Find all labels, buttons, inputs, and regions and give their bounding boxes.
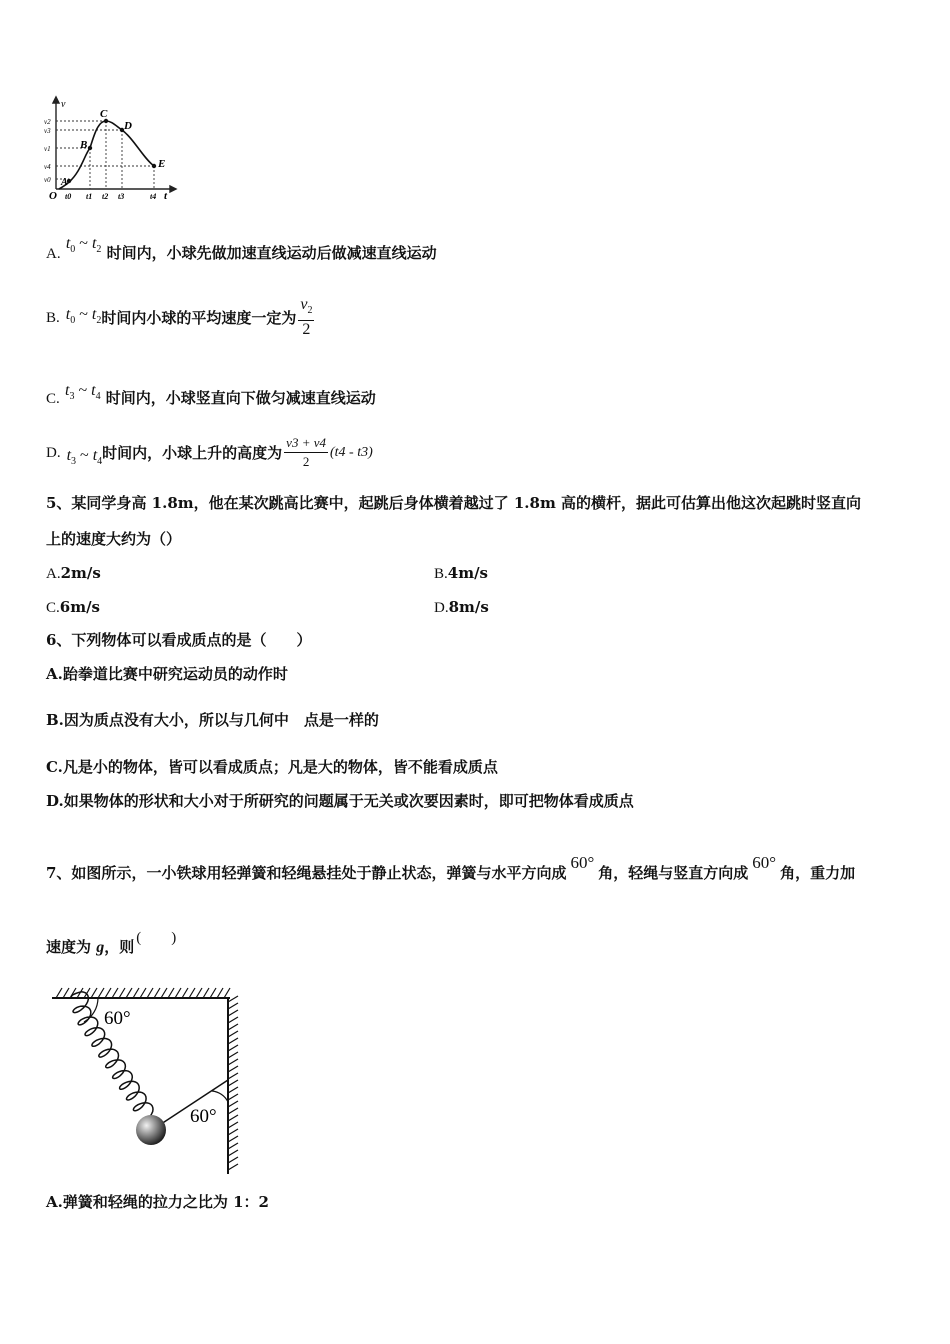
option-label: A. <box>46 246 61 262</box>
point-label-b: B <box>80 139 88 151</box>
q7-stem-line1: 7、如图所示，一小铁球用轻弹簧和轻绳悬挂处于静止状态，弹簧与水平方向成60°角，轻绳与竖直方向成60°角，重力加 <box>46 853 856 882</box>
y-tick-label: v2 <box>44 118 51 126</box>
iron-ball <box>136 1115 166 1145</box>
q6-option-b: B.因为质点没有大小，所以与几何中 点是一样的 <box>46 711 379 729</box>
point-label-d: D <box>124 120 132 132</box>
x-axis-label: t <box>164 190 168 202</box>
q5-stem-line1: 5、某同学身高 1.8m，他在某次跳高比赛中，起跳后身体横着越过了 1.8m 高的横杆，据此可估算出他这次起跳时竖直向 <box>46 494 862 512</box>
x-tick-label: t4 <box>150 192 157 201</box>
angle-value: 60° <box>752 853 777 872</box>
x-tick-label: t3 <box>118 192 125 201</box>
velocity-time-graph <box>40 95 180 210</box>
x-tick-label: t1 <box>86 192 93 201</box>
q4-option-b: B. $t_0$ ~ $t_2$ 时间内小球的平均速度一定为 $\frac{v_2}{2}$ <box>46 296 313 338</box>
q6-stem: 6、下列物体可以看成质点的是（ ） <box>46 631 312 649</box>
y-tick-label: v0 <box>44 176 51 184</box>
spring-rope-ball-figure <box>48 982 248 1178</box>
q7-stem-line2: 速度为 g，则 ( ) <box>46 930 177 956</box>
y-tick-label: v4 <box>44 163 51 171</box>
option-label: C. <box>46 391 60 407</box>
q4-option-a: A. $t_0$ ~ $t_2$ 时间内，小球先做加速直线运动后做减速直线运动 <box>46 235 437 262</box>
q5-option-b: B.4m/s <box>434 564 488 582</box>
x-tick-label: t0 <box>65 192 72 201</box>
origin-label: O <box>49 190 57 202</box>
point-label-c: C <box>100 108 108 120</box>
point-label-a: A <box>61 177 68 188</box>
height-fraction: $\frac{v3 + v4}{2}$ <box>286 435 326 469</box>
q5-option-a: A.2m/s <box>46 564 101 582</box>
option-text: 时间内，小球上升的高度为 <box>102 443 283 462</box>
option-text: 时间内，小球先做加速直线运动后做减速直线运动 <box>106 244 437 262</box>
q4-option-d: D. $t_3$ ~ $t_4$ 时间内，小球上升的高度为 $\frac{v3 + v4}{2}$ (t4 - t3) <box>46 435 373 469</box>
y-tick-label: v1 <box>44 145 51 153</box>
angle-label-rope: 60° <box>190 1106 217 1127</box>
y-axis-label: v <box>61 99 66 110</box>
angle-value: 60° <box>570 853 595 872</box>
answer-paren: ( ) <box>136 930 177 946</box>
q7-option-a: A.弹簧和轻绳的拉力之比为 1：2 <box>46 1193 269 1211</box>
option-text: 时间内，小球竖直向下做匀减速直线运动 <box>105 389 376 407</box>
time-interval: (t4 - t3) <box>329 444 373 460</box>
x-tick-label: t2 <box>102 192 109 201</box>
q5-option-d: D.8m/s <box>434 598 489 616</box>
y-tick-label: v3 <box>44 127 51 135</box>
q4-option-c: C. $t_3$ ~ $t_4$ 时间内，小球竖直向下做匀减速直线运动 <box>46 382 376 407</box>
angle-label-spring: 60° <box>104 1008 131 1029</box>
option-text: 时间内小球的平均速度一定为 <box>101 308 297 327</box>
option-label: D. <box>46 444 61 461</box>
q5-option-c: C.6m/s <box>46 598 100 616</box>
average-velocity-fraction: $\frac{v_2}{2}$ <box>300 296 313 338</box>
q6-option-c: C.凡是小的物体，皆可以看成质点；凡是大的物体，皆不能看成质点 <box>46 758 498 776</box>
point-label-e: E <box>158 158 166 170</box>
option-label: B. <box>46 309 60 326</box>
q6-option-d: D.如果物体的形状和大小对于所研究的问题属于无关或次要因素时，即可把物体看成质点 <box>46 792 634 810</box>
q6-option-a: A.跆拳道比赛中研究运动员的动作时 <box>46 665 288 683</box>
q5-stem-line2: 上的速度大约为（） <box>46 530 182 548</box>
